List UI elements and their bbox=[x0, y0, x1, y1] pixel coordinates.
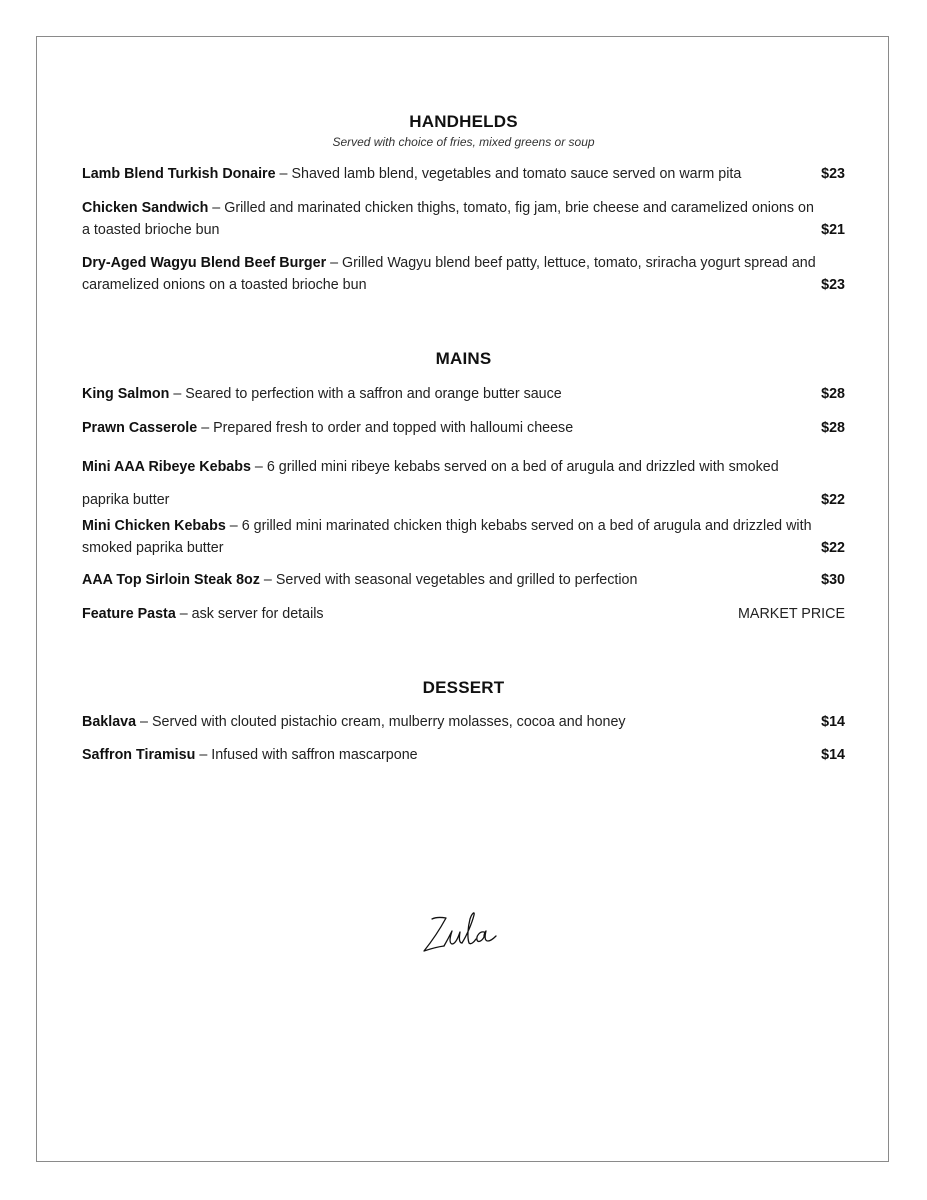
item-price: $22 bbox=[821, 539, 845, 556]
section-mains bbox=[82, 348, 845, 370]
item-price: MARKET PRICE bbox=[738, 606, 845, 622]
menu-item bbox=[82, 451, 845, 517]
menu-item bbox=[82, 570, 845, 592]
item-name: Mini Chicken Kebabs bbox=[82, 518, 226, 534]
item-price: $28 bbox=[821, 420, 845, 436]
menu-item bbox=[82, 418, 845, 440]
menu-item bbox=[82, 384, 845, 406]
item-name: Saffron Tiramisu bbox=[82, 747, 196, 763]
item-name: King Salmon bbox=[82, 386, 170, 402]
item-description: – Served with clouted pistachio cream, mulberry molasses, cocoa and honey bbox=[136, 714, 626, 730]
menu-item bbox=[82, 253, 845, 296]
item-name: AAA Top Sirloin Steak 8oz bbox=[82, 572, 260, 588]
section-title: MAINS bbox=[435, 349, 492, 368]
item-price: $21 bbox=[821, 221, 845, 238]
item-name: Feature Pasta bbox=[82, 606, 176, 622]
section-subtitle: Served with choice of fries, mixed greens or soup bbox=[332, 135, 595, 149]
item-description: – Prepared fresh to order and topped with halloumi cheese bbox=[197, 420, 574, 436]
item-description: – 6 grilled mini ribeye kebabs served on a bed of arugula and drizzled with smoked paprika butter bbox=[82, 459, 779, 508]
item-price: $28 bbox=[821, 386, 845, 402]
item-description: – Seared to perfection with a saffron and orange butter sauce bbox=[169, 386, 562, 402]
section-handhelds bbox=[82, 111, 845, 149]
item-name: Prawn Casserole bbox=[82, 420, 198, 436]
section-title: HANDHELDS bbox=[409, 112, 518, 131]
item-price: $30 bbox=[821, 572, 845, 588]
item-description: – ask server for details bbox=[175, 606, 324, 622]
menu-item bbox=[82, 198, 845, 241]
item-description: – Shaved lamb blend, vegetables and tomato sauce served on warm pita bbox=[275, 166, 742, 182]
item-price: $14 bbox=[821, 747, 845, 763]
item-name: Chicken Sandwich bbox=[82, 200, 209, 216]
item-description: – 6 grilled mini marinated chicken thigh kebabs served on a bed of arugula and drizzled with smoked paprika butter bbox=[82, 518, 812, 556]
item-name: Baklava bbox=[82, 714, 137, 730]
item-description: – Served with seasonal vegetables and grilled to perfection bbox=[259, 572, 638, 588]
menu-item bbox=[82, 745, 845, 767]
item-price: $22 bbox=[821, 492, 845, 508]
item-description: – Grilled Wagyu blend beef patty, lettuce, tomato, sriracha yogurt spread and caramelized onions on a toasted brioche bun bbox=[82, 255, 816, 293]
section-dessert bbox=[82, 677, 845, 699]
signature-logo bbox=[420, 905, 510, 965]
item-price: $14 bbox=[821, 714, 845, 730]
item-name: Mini AAA Ribeye Kebabs bbox=[82, 459, 251, 475]
item-description: – Infused with saffron mascarpone bbox=[195, 747, 418, 763]
section-title: DESSERT bbox=[422, 678, 505, 697]
menu-item bbox=[82, 164, 845, 186]
menu-item bbox=[82, 712, 845, 734]
menu-item bbox=[82, 604, 845, 626]
item-price: $23 bbox=[821, 276, 845, 293]
menu-item bbox=[82, 516, 845, 559]
item-description: – Grilled and marinated chicken thighs, tomato, fig jam, brie cheese and caramelized onions on a toasted brioche bun bbox=[82, 200, 814, 238]
item-name: Lamb Blend Turkish Donaire bbox=[82, 166, 276, 182]
item-price: $23 bbox=[821, 166, 845, 182]
item-name: Dry-Aged Wagyu Blend Beef Burger bbox=[82, 255, 327, 271]
